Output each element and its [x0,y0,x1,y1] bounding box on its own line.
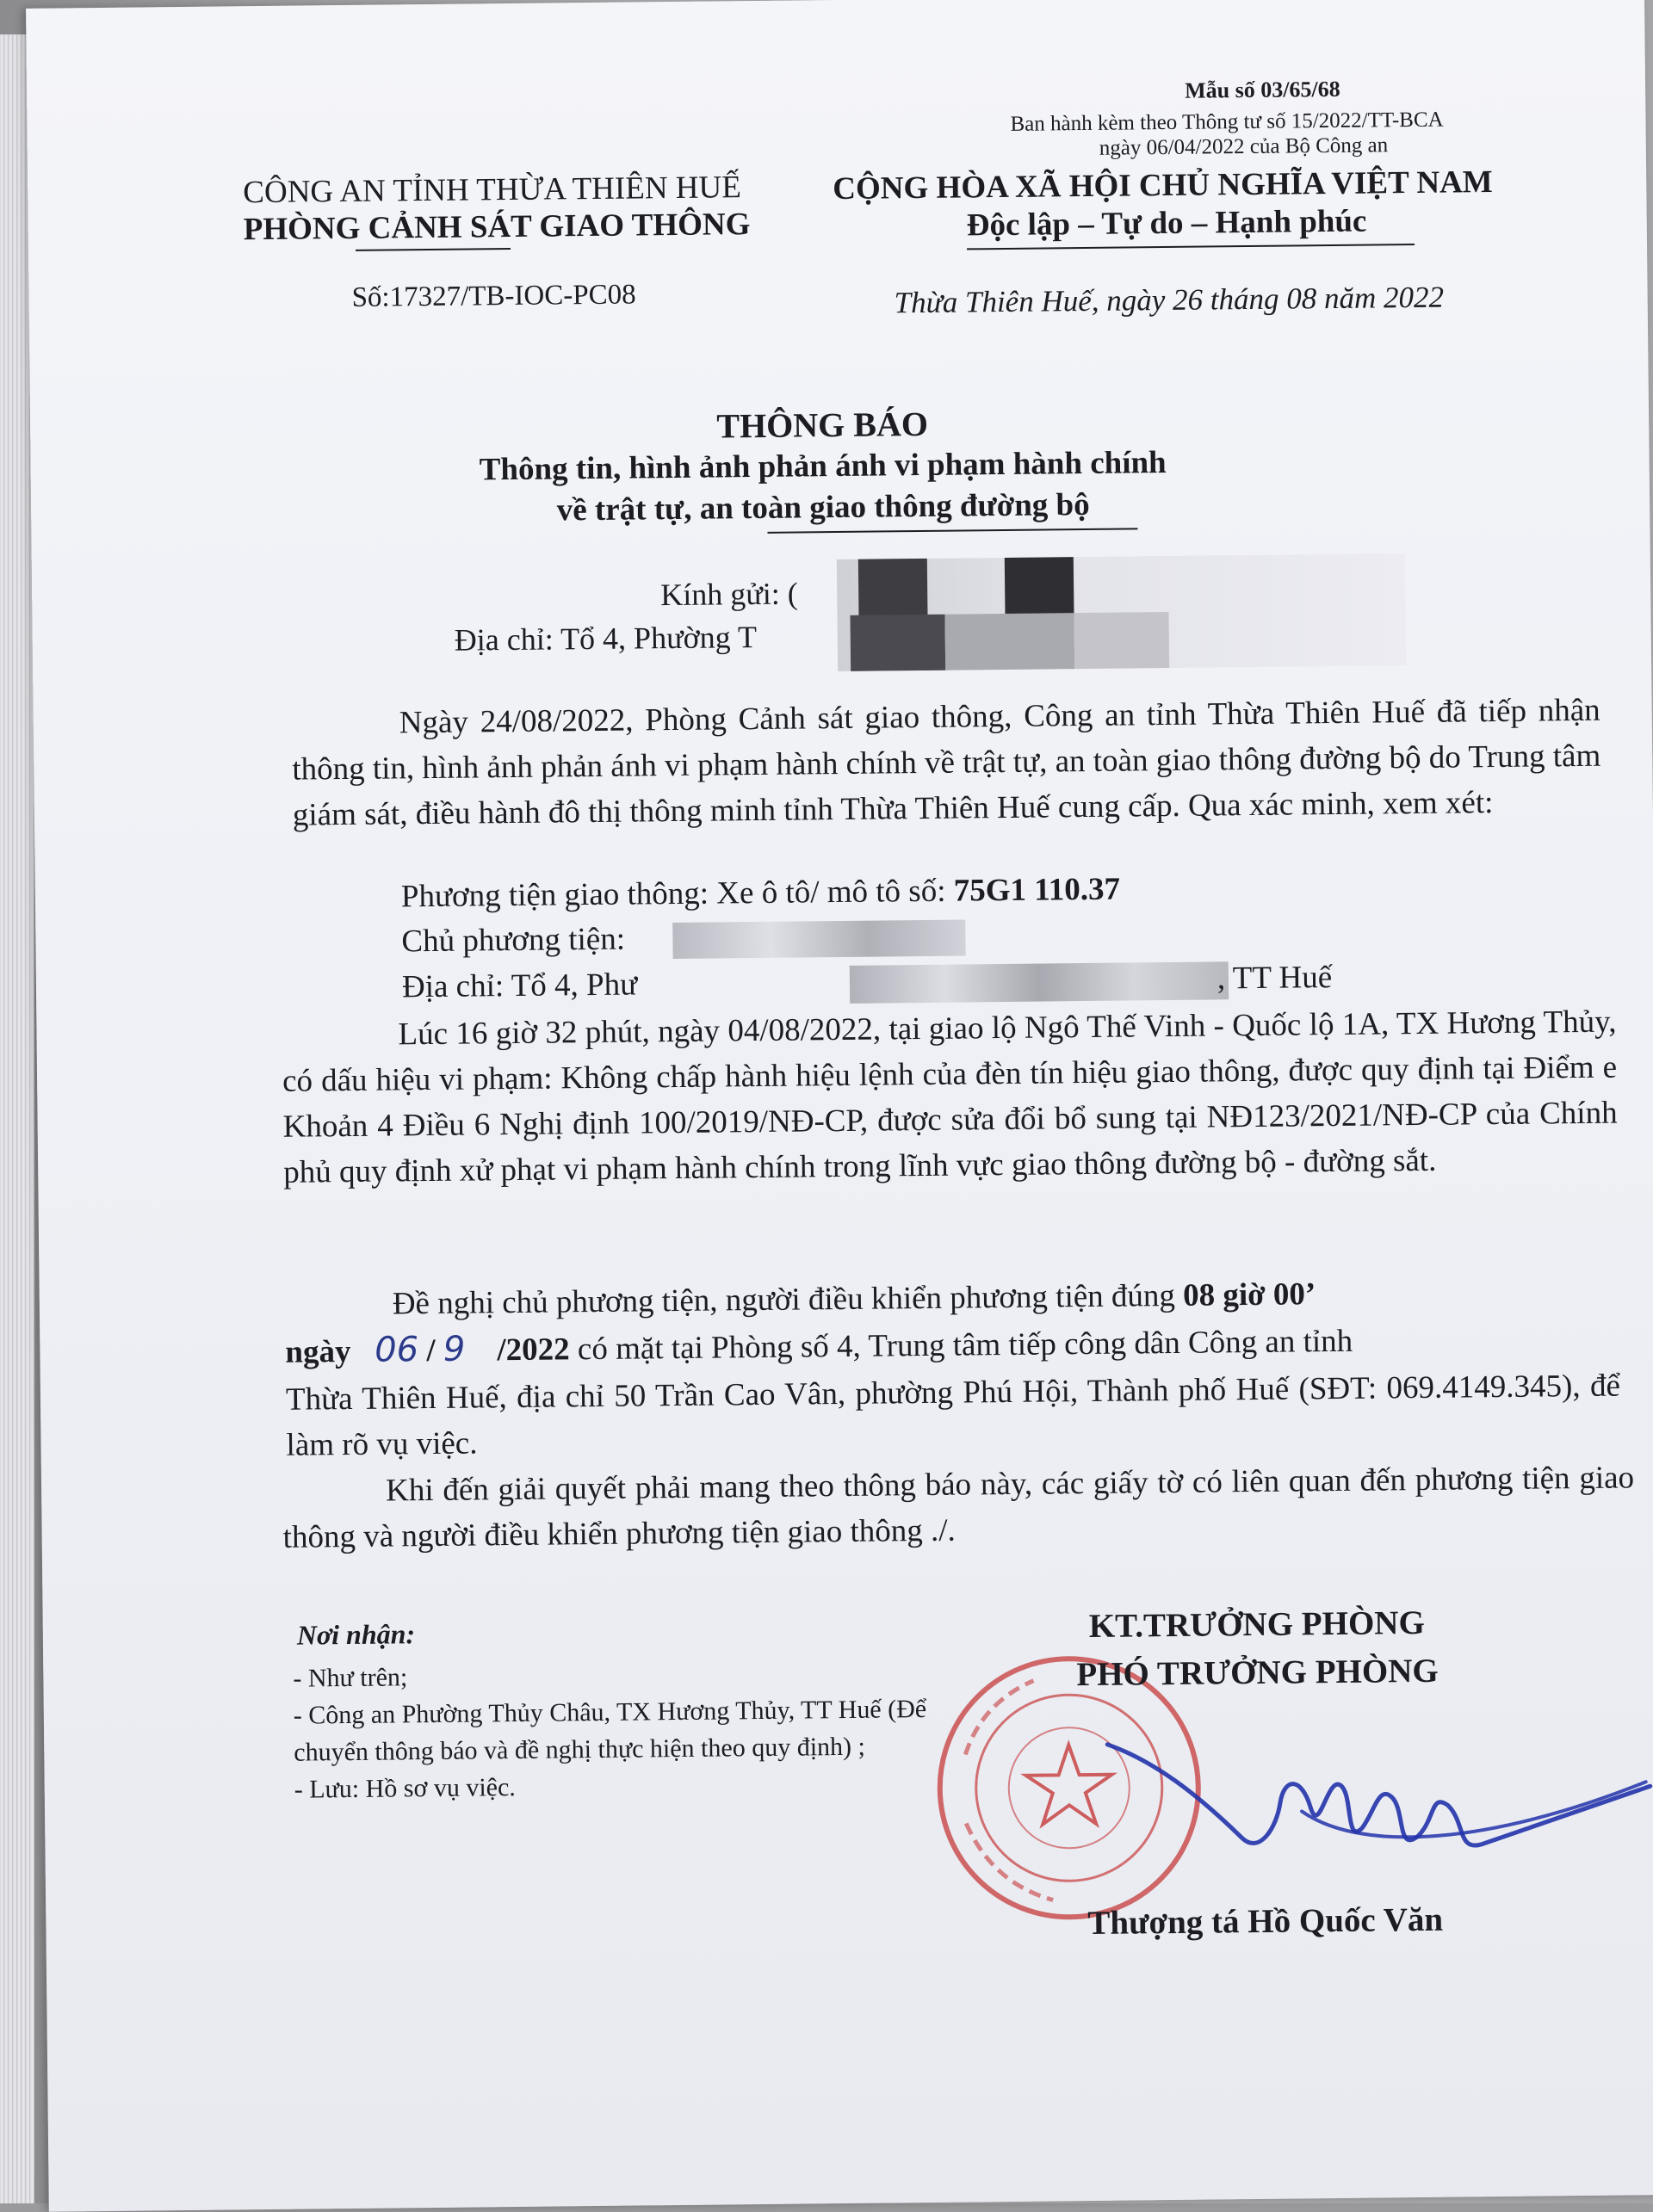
recipient-address: Địa chỉ: Tổ 4, Phường T [454,619,758,658]
body-paragraph-instructions: Khi đến giải quyết phải mang theo thông báo này, các giấy tờ có liên quan đến phương tiện giao thông và người điều khiển phương tiện giao thông ./. [282,1460,1635,1555]
recipients-heading: Nơi nhận: [296,1618,416,1651]
recipients-list-item: - Công an Phường Thủy Châu, TX Hương Thủy, TT Huế (Để chuyển thông báo và đề nghị thực hiện theo quy định) ; [293,1694,927,1767]
request-address: Thừa Thiên Huế, địa chỉ 50 Trần Cao Vân, phường Phú Hội, Thành phố Huế (SĐT: 069.4149.345), để làm rõ vụ việc. [285,1368,1621,1463]
agency-name-department: PHÒNG CẢNH SÁT GIAO THÔNG [243,207,751,248]
owner-label: Chủ phương tiện: [401,921,626,960]
signer-name: Thượng tá Hồ Quốc Văn [1087,1900,1444,1943]
national-title: CỘNG HÒA XÃ HỘI CHỦ NGHĨA VIỆT NAM [833,164,1493,207]
redaction-pixel-block [1074,612,1169,669]
document-date: Thừa Thiên Huế, ngày 26 tháng 08 năm 2022 [894,280,1445,320]
vehicle-label: Phương tiện giao thông: Xe ô tô/ mô tô số: [400,873,954,915]
handwritten-day: 06 [374,1330,419,1370]
document-page [26,0,1653,2212]
recipients-list [293,1653,949,1808]
redaction-pixel-block [850,615,945,671]
owner-address: Địa chỉ: Tổ 4, Phư [401,967,638,1005]
recipients-list-item: - Lưu: Hồ sơ vụ việc. [294,1773,516,1804]
body-paragraph-intro: Ngày 24/08/2022, Phòng Cảnh sát giao thông, Công an tỉnh Thừa Thiên Huế đã tiếp nhận thông tin, hình ảnh phản ánh vi phạm hành chính về trật tự, an toàn giao thông đường bộ do Trung tâm giám sát, điều hành đô thị thông minh tỉnh Thừa Thiên Huế cung cấp. Qua xác minh, xem xét: [292,692,1601,833]
form-issuance-line2: ngày 06/04/2022 của Bộ Công an [1099,133,1389,160]
owner-address-tail: , TT Huế [1217,960,1333,997]
document-subtitle-line2: về trật tự, an toàn giao thông đường bộ [556,486,1090,528]
form-issuance-line1: Ban hành kèm theo Thông tư số 15/2022/TT-BCA [1010,108,1444,136]
agency-name-parent: CÔNG AN TỈNH THỪA THIÊN HUẾ [243,170,742,211]
request-text: Đề nghị chủ phương tiện, người điều khiển phương tiện đúng [392,1277,1184,1322]
date-slash: / [426,1332,436,1369]
redaction-blur-owner-address [850,961,1229,1004]
form-number: Mẫu số 03/65/68 [1184,76,1340,103]
signature-title-head: KT.TRƯỞNG PHÒNG [1088,1603,1426,1646]
redaction-pixel-block [858,559,928,620]
request-day-label: ngày [285,1333,351,1370]
redaction-pixel-block [944,613,1074,670]
request-year: /2022 [497,1332,570,1369]
agency-underline [356,248,511,251]
redaction-blur-owner [672,919,965,959]
national-motto: Độc lập – Tự do – Hạnh phúc [966,203,1367,244]
document-subtitle-line1: Thông tin, hình ảnh phản ánh vi phạm hành chính [479,445,1167,488]
signature-title-deputy: PHÓ TRƯỞNG PHÒNG [1076,1652,1439,1694]
body-paragraph-violation: Lúc 16 giờ 32 phút, ngày 04/08/2022, tại giao lộ Ngô Thế Vinh - Quốc lộ 1A, TX Hương Thủy, có dấu hiệu vi phạm: Không chấp hành hiệu lệnh của đèn tín hiệu giao thông, được quy định tại Điểm e Khoản 4 Điều 6 Nghị định 100/2019/NĐ-CP, được sửa đổi bổ sung tại NĐ123/2021/NĐ-CP của Chính phủ quy định xử phạt vi phạm hành chính trong lĩnh vực giao thông đường bộ - đường sắt. [282,1004,1618,1190]
request-location: có mặt tại Phòng số 4, Trung tâm tiếp công dân Công an tỉnh [569,1323,1353,1368]
handwritten-month: 9 [443,1329,466,1369]
redaction-pixel-block [1005,557,1074,618]
document-title: THÔNG BÁO [716,404,929,446]
recipients-list-item: - Như trên; [293,1663,408,1693]
handwritten-signature [1103,1721,1653,1882]
request-line1 [393,1276,1316,1322]
document-number: Số:17327/TB-IOC-PC08 [351,279,636,313]
request-line2 [285,1320,1353,1371]
title-underline [767,528,1137,534]
vehicle-line [401,871,1121,916]
request-time: 08 giờ 00’ [1182,1276,1316,1313]
vehicle-plate: 75G1 110.37 [953,871,1121,909]
recipient-label: Kính gửi: ( [660,576,798,613]
motto-underline [967,244,1415,250]
